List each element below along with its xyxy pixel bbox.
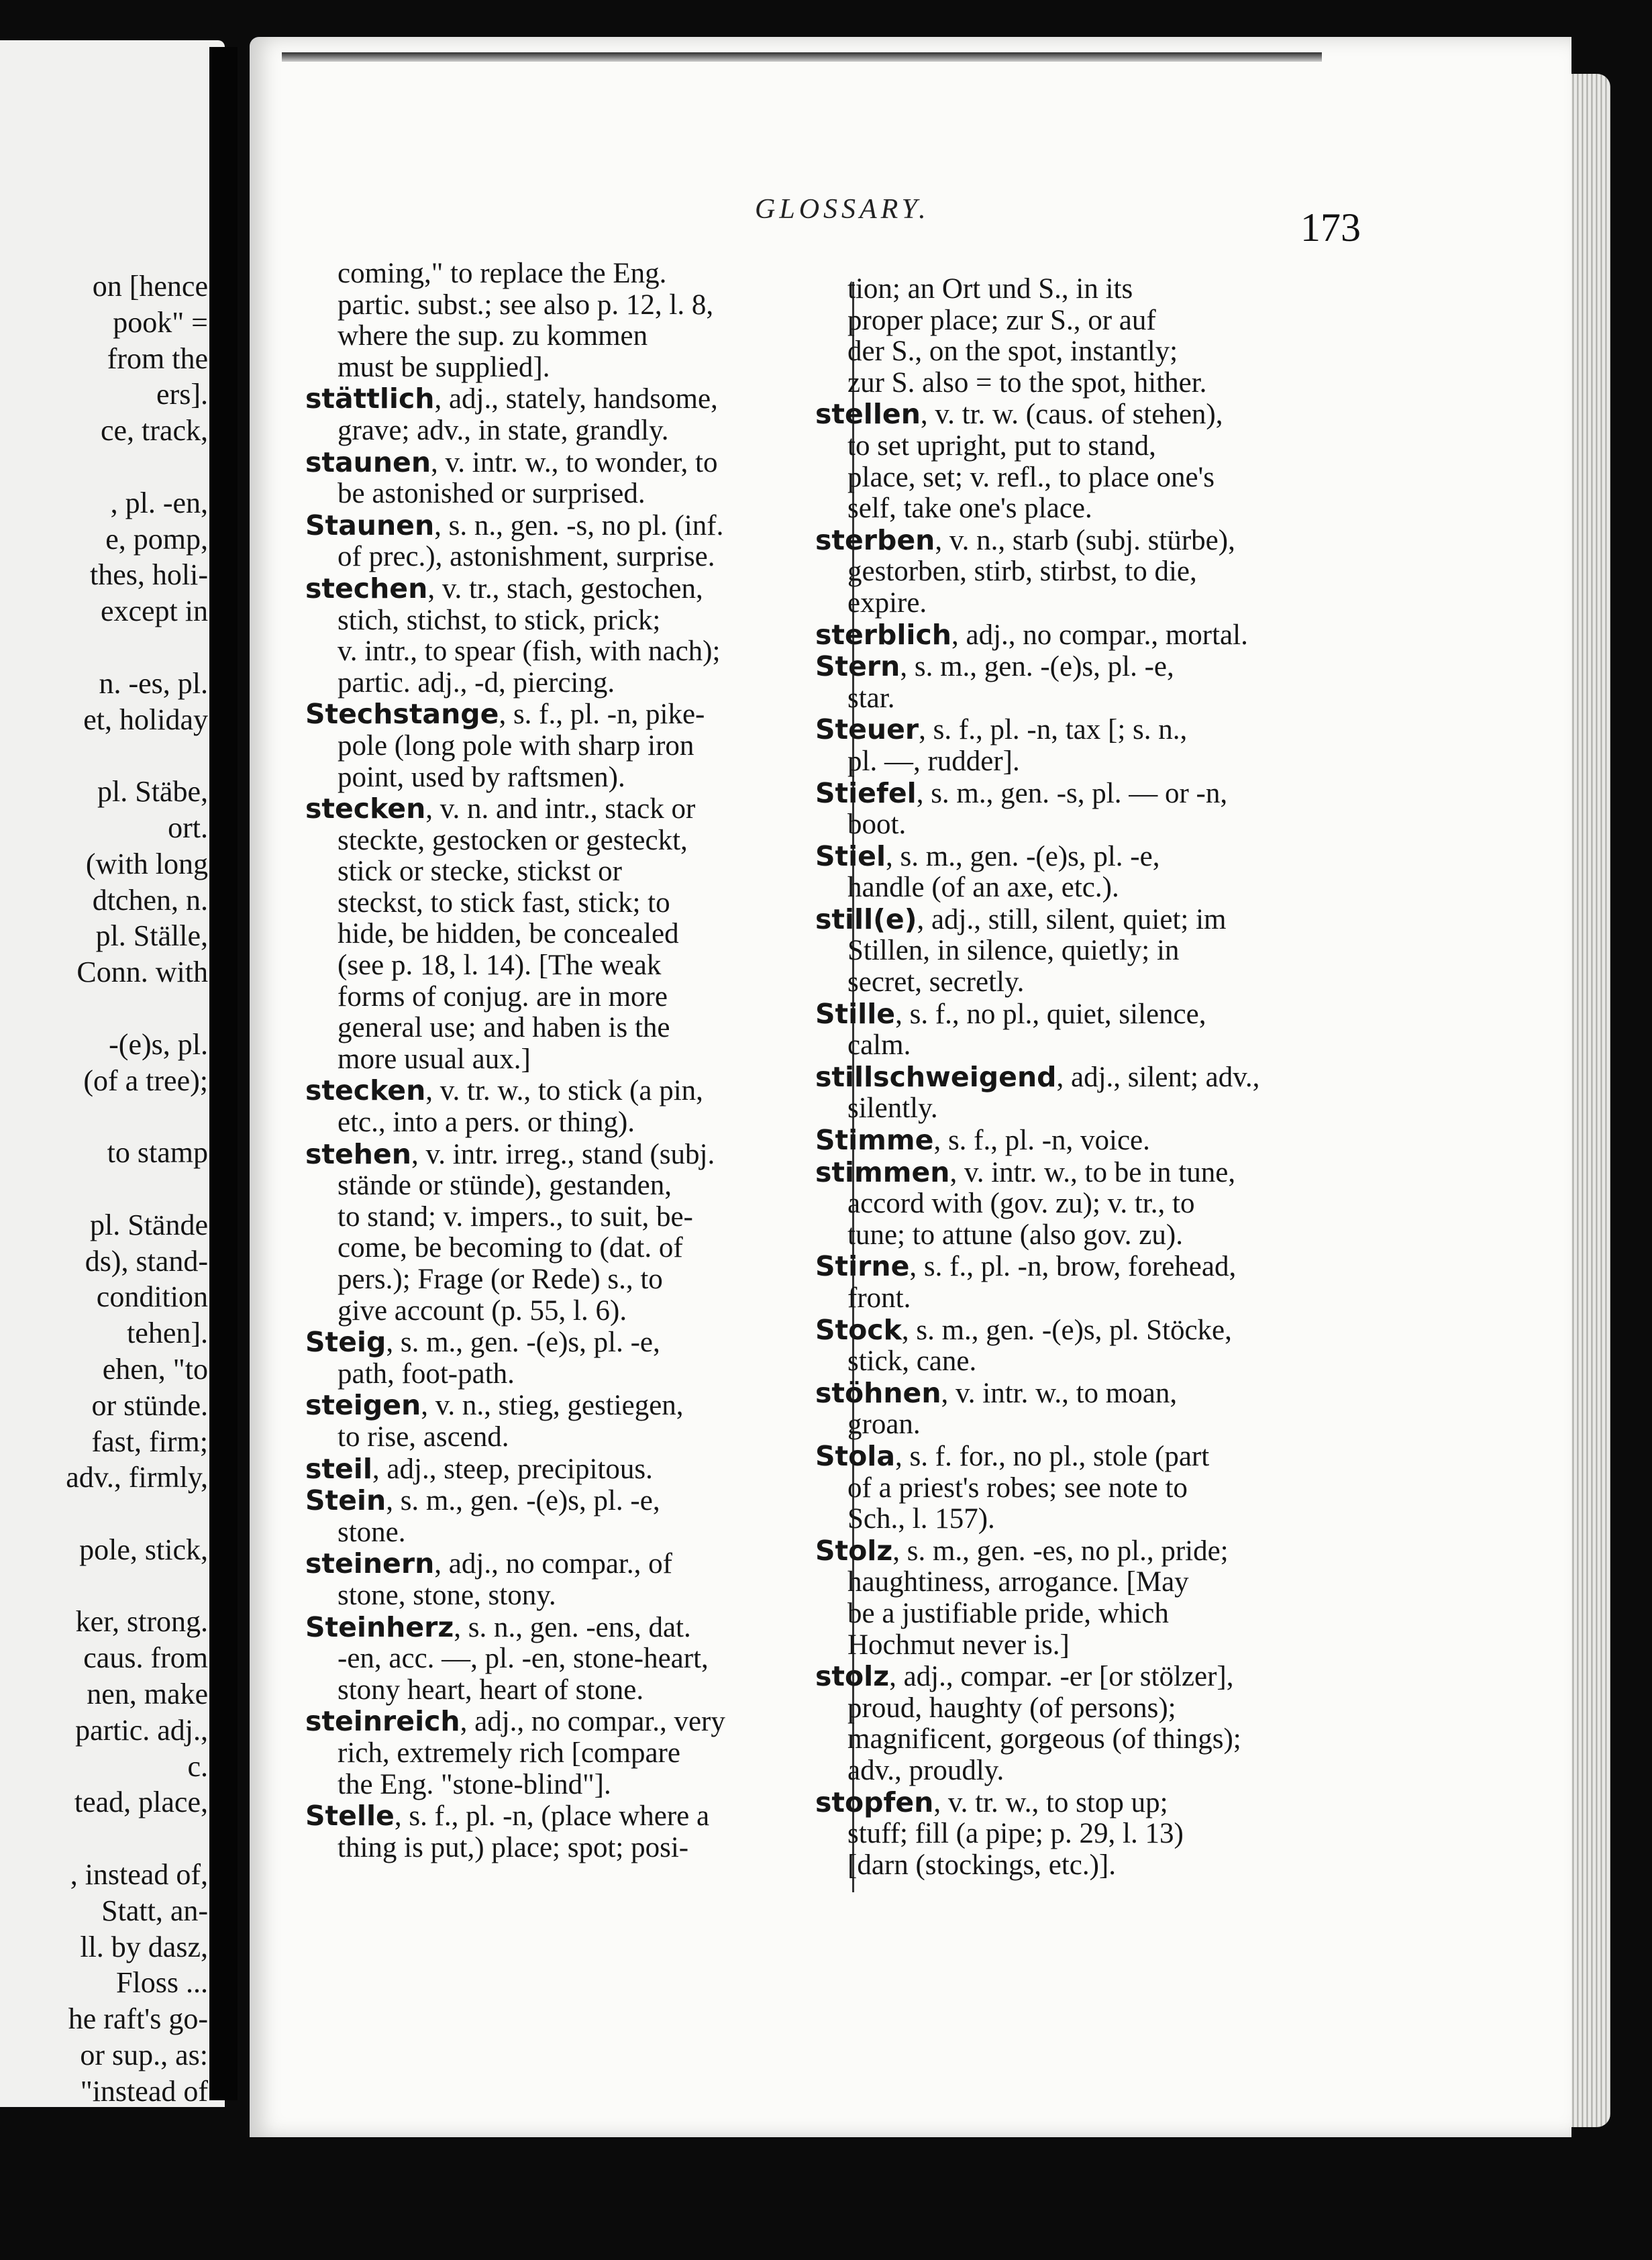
fragment-line: e, pomp, xyxy=(105,522,208,556)
entry-line: of prec.), astonishment, surprise. xyxy=(338,541,715,573)
entry-line: partic. adj., -d, piercing. xyxy=(338,666,615,699)
entry-line: der S., on the spot, instantly; xyxy=(847,336,1178,368)
headword: stehen xyxy=(305,1137,411,1170)
fragment-line: et, holiday xyxy=(83,703,208,736)
fragment-line xyxy=(0,449,208,485)
glossary-entry xyxy=(815,998,1365,1062)
entry-line: must be supplied]. xyxy=(338,351,550,383)
entry-line xyxy=(305,1390,842,1422)
fragment-line: pole, stick, xyxy=(79,1533,208,1566)
headword: steinern xyxy=(305,1547,435,1580)
definition-text: , adj., no compar., mortal. xyxy=(951,619,1248,651)
entry-line xyxy=(305,699,842,731)
headword: stillschweigend xyxy=(815,1060,1057,1093)
definition-text: , v. n., stieg, gestiegen, xyxy=(421,1390,684,1422)
fragment-line xyxy=(0,1496,208,1532)
entry-line: to set upright, put to stand, xyxy=(847,429,1156,462)
definition-text: , s. m., gen. -(e)s, pl. -e, xyxy=(886,840,1160,872)
glossary-entry xyxy=(815,1787,1365,1882)
entry-line: place, set; v. refl., to place one's xyxy=(847,461,1215,493)
fragment-line: n. -es, pl. xyxy=(99,666,208,700)
entry-line: stuff; fill (a pipe; p. 29, l. 13) xyxy=(847,1818,1184,1850)
entry-line: come, be becoming to (dat. of xyxy=(338,1232,683,1264)
definition-text: , v. tr. w., to stop up; xyxy=(933,1786,1168,1818)
entry-line: front. xyxy=(847,1282,911,1314)
entry-line: etc., into a pers. or thing). xyxy=(338,1107,635,1139)
headword: sterben xyxy=(815,523,935,556)
glossary-entry xyxy=(815,1157,1365,1251)
fragment-line xyxy=(0,990,208,1027)
entry-line xyxy=(815,619,1365,652)
entry-line xyxy=(305,1485,842,1517)
headword: Stern xyxy=(815,650,900,683)
headword: stellen xyxy=(815,398,921,431)
glossary-entry xyxy=(815,904,1365,998)
definition-text: , s. f., pl. -n, voice. xyxy=(933,1125,1150,1157)
fragment-line: -(e)s, pl. xyxy=(109,1027,208,1061)
fragment-line: ll. by dasz, xyxy=(80,1930,208,1963)
entry-line xyxy=(815,1441,1365,1473)
headword: Stein xyxy=(305,1484,386,1517)
fragment-line: pl. Stäbe, xyxy=(97,775,208,809)
fragment-line: Conn. with xyxy=(76,956,208,989)
entry-line: to rise, ascend. xyxy=(338,1421,509,1453)
book-gutter xyxy=(209,47,238,2100)
definition-text: , s. n., gen. -s, no pl. (inf. xyxy=(434,509,724,542)
headword: still(e) xyxy=(815,903,917,935)
previous-page-text xyxy=(0,268,208,2107)
glossary-entry xyxy=(305,1485,842,1548)
definition-text: , adj., silent; adv., xyxy=(1056,1061,1260,1093)
fragment-line: c. xyxy=(187,1749,208,1783)
headword: steil xyxy=(305,1452,372,1485)
glossary-entry xyxy=(305,1706,842,1800)
entry-line xyxy=(815,998,1365,1031)
entry-line: pole (long pole with sharp iron xyxy=(338,729,694,762)
fragment-line xyxy=(0,1098,208,1135)
glossary-entry xyxy=(815,1661,1365,1786)
entry-line: stich, stichst, to stick, prick; xyxy=(338,604,661,636)
entry-line: the Eng. "stone-blind"]. xyxy=(338,1768,611,1800)
definition-text: , s. f. for., no pl., stole (part xyxy=(895,1440,1210,1472)
glossary-column-right xyxy=(815,274,1365,1881)
entry-line: proud, haughty (of persons); xyxy=(847,1692,1176,1724)
entry-line: boot. xyxy=(847,809,907,841)
entry-line: -en, acc. —, pl. -en, stone-heart, xyxy=(338,1643,709,1675)
entry-line xyxy=(305,793,842,825)
entry-line: steckst, to stick fast, stick; to xyxy=(338,886,670,919)
glossary-entry xyxy=(305,1327,842,1390)
fragment-line: "instead of xyxy=(80,2074,208,2107)
entry-line: rich, extremely rich [compare xyxy=(338,1737,680,1769)
fragment-line xyxy=(0,1171,208,1207)
headword: stimmen xyxy=(815,1155,950,1188)
glossary-entry xyxy=(305,793,842,1075)
entry-line xyxy=(305,1706,842,1738)
entry-line: tune; to attune (also gov. zu). xyxy=(847,1219,1183,1251)
glossary-entry xyxy=(305,447,842,510)
entry-line xyxy=(305,510,842,542)
definition-text: , adj., still, silent, quiet; im xyxy=(917,903,1227,935)
fragment-line: , instead of, xyxy=(70,1858,208,1892)
glossary-entry xyxy=(305,1390,842,1453)
entry-line: stony heart, heart of stone. xyxy=(338,1674,644,1706)
headword: Staunen xyxy=(305,509,435,542)
entry-line: proper place; zur S., or auf xyxy=(847,304,1156,336)
definition-text: , s. m., gen. -es, no pl., pride; xyxy=(892,1535,1229,1567)
headword: Stock xyxy=(815,1313,902,1346)
entry-line: to stand; v. impers., to suit, be- xyxy=(338,1200,693,1233)
glossary-entry xyxy=(815,1125,1365,1157)
fragment-line: to stamp xyxy=(107,1136,208,1170)
glossary-entry xyxy=(305,573,842,699)
entry-line: pers.); Frage (or Rede) s., to xyxy=(338,1264,663,1295)
definition-text: , s. f., no pl., quiet, silence, xyxy=(895,998,1206,1030)
definition-text: , s. m., gen. -(e)s, pl. -e, xyxy=(386,1327,660,1359)
entry-line: [darn (stockings, etc.)]. xyxy=(847,1849,1116,1881)
fragment-line xyxy=(0,1568,208,1604)
glossary-entry xyxy=(815,619,1365,652)
entry-line: (see p. 18, l. 14). [The weak xyxy=(338,949,662,982)
headword: Stirne xyxy=(815,1250,910,1283)
entry-line: accord with (gov. zu); v. tr., to xyxy=(847,1188,1195,1220)
headword: Steig xyxy=(305,1326,386,1359)
entry-line xyxy=(815,1125,1365,1157)
definition-text: , s. n., gen. -ens, dat. xyxy=(454,1611,691,1643)
fragment-line: ce, track, xyxy=(101,414,208,448)
headword: steigen xyxy=(305,1389,421,1422)
entry-line: adv., proudly. xyxy=(847,1754,1004,1786)
fragment-line: ehen, "to xyxy=(102,1352,208,1386)
headword: Steinherz xyxy=(305,1610,454,1643)
headword: stecken xyxy=(305,792,426,825)
previous-page-fragment xyxy=(0,40,225,2107)
definition-text: , adj., no compar., of xyxy=(434,1548,672,1580)
definition-text: , s. f., pl. -n, (place where a xyxy=(394,1800,710,1833)
fragment-line: caus. from xyxy=(83,1641,208,1675)
entry-line: be a justifiable pride, which xyxy=(847,1597,1169,1629)
fragment-line: ds), stand- xyxy=(85,1244,208,1278)
entry-line: stick or stecke, stickst or xyxy=(338,856,622,888)
fragment-line: from the xyxy=(107,342,208,375)
glossary-entry xyxy=(305,1139,842,1327)
entry-line xyxy=(815,714,1365,746)
headword: sterblich xyxy=(815,618,951,651)
entry-line: pl. —, rudder]. xyxy=(847,745,1020,777)
entry-line: star. xyxy=(847,682,895,714)
headword: Stola xyxy=(815,1439,896,1472)
page-top-shadow xyxy=(282,52,1322,62)
glossary-entry xyxy=(815,399,1365,524)
glossary-entry xyxy=(815,651,1365,714)
entry-line xyxy=(815,1251,1365,1283)
entry-line: secret, secretly. xyxy=(847,966,1025,998)
fragment-line: pl. Stände xyxy=(90,1208,208,1241)
glossary-entry xyxy=(815,714,1365,777)
definition-text: , v. n. and intr., stack or xyxy=(425,793,696,825)
definition-text: , s. f., pl. -n, tax [; s. n., xyxy=(919,714,1188,746)
entry-line xyxy=(815,1661,1365,1693)
entry-line xyxy=(815,1315,1365,1347)
fragment-line: Floss ... xyxy=(116,1966,208,2000)
entry-line: coming," to replace the Eng. xyxy=(338,258,667,289)
entry-line: v. intr., to spear (fish, with nach); xyxy=(338,635,721,668)
headword: Stimme xyxy=(815,1124,934,1157)
fragment-line: except in xyxy=(100,595,208,628)
entry-line xyxy=(305,1075,842,1107)
entry-line: handle (of an axe, etc.). xyxy=(847,872,1119,904)
glossary-entry xyxy=(305,1612,842,1706)
fragment-line xyxy=(0,1820,208,1857)
entry-line: self, take one's place. xyxy=(847,493,1092,525)
fragment-line: Statt, an- xyxy=(101,1894,208,1927)
fragment-line: or sup., as: xyxy=(80,2039,208,2072)
entry-line: where the sup. zu kommen xyxy=(338,320,648,352)
entry-line: expire. xyxy=(847,586,927,619)
headword: stöhnen xyxy=(815,1376,941,1409)
fragment-line: (of a tree); xyxy=(83,1064,208,1097)
glossary-entry xyxy=(305,1800,842,1863)
fragment-line: ker, strong. xyxy=(75,1605,208,1639)
headword: steinreich xyxy=(305,1705,460,1738)
glossary-entry xyxy=(815,778,1365,841)
entry-line xyxy=(815,904,1365,936)
definition-text: , s. f., pl. -n, brow, forehead, xyxy=(909,1251,1237,1283)
entry-line xyxy=(305,383,842,415)
fragment-line xyxy=(0,629,208,666)
headword: Steuer xyxy=(815,713,919,746)
definition-text: , v. intr. w., to be in tune, xyxy=(949,1156,1236,1188)
headword: Stille xyxy=(815,997,896,1030)
glossary-entry xyxy=(815,1535,1365,1661)
glossary-entry xyxy=(305,1075,842,1138)
glossary-entry xyxy=(815,1315,1365,1378)
entry-line xyxy=(815,841,1365,873)
fragment-line: pook" = xyxy=(113,305,208,339)
entry-line: silently. xyxy=(847,1092,938,1125)
entry-line: grave; adv., in state, grandly. xyxy=(338,414,669,446)
entry-line: Sch., l. 157). xyxy=(847,1503,995,1535)
headword: Stolz xyxy=(815,1534,893,1567)
headword: stecken xyxy=(305,1074,426,1107)
entry-line: gestorben, stirb, stirbst, to die, xyxy=(847,556,1197,588)
entry-line: give account (p. 55, l. 6). xyxy=(338,1294,627,1327)
glossary-entry xyxy=(305,699,842,793)
fragment-line: tead, place, xyxy=(74,1786,208,1819)
entry-line: path, foot-path. xyxy=(338,1357,515,1390)
headword: stopfen xyxy=(815,1786,934,1818)
glossary-entry xyxy=(815,525,1365,619)
entry-line: Stillen, in silence, quietly; in xyxy=(847,935,1180,967)
glossary-entry xyxy=(815,1251,1365,1314)
definition-text: , v. intr. irreg., stand (subj. xyxy=(411,1138,715,1170)
headword: Stechstange xyxy=(305,698,499,731)
entry-line: calm. xyxy=(847,1029,911,1062)
entry-line: of a priest's robes; see note to xyxy=(847,1472,1188,1504)
fragment-line: tehen]. xyxy=(127,1317,208,1350)
definition-text: , s. m., gen. -s, pl. — or -n, xyxy=(916,777,1228,809)
headword: staunen xyxy=(305,446,431,478)
entry-line: more usual aux.] xyxy=(338,1043,531,1075)
entry-line xyxy=(305,1327,842,1359)
entry-line xyxy=(815,1535,1365,1568)
entry-line: stone. xyxy=(338,1516,406,1548)
entry-line: thing is put,) place; spot; posi- xyxy=(338,1831,689,1863)
entry-line xyxy=(815,1787,1365,1819)
fragment-line: adv., firmly, xyxy=(66,1461,208,1494)
glossary-entry xyxy=(815,841,1365,904)
definition-text: , adj., compar. -er [or stölzer], xyxy=(889,1661,1234,1693)
entry-line: hide, be hidden, be concealed xyxy=(338,918,679,950)
entry-line: stände or stünde), gestanden, xyxy=(338,1170,672,1202)
entry-line xyxy=(305,573,842,605)
running-head: GLOSSARY. xyxy=(755,194,930,225)
entry-line xyxy=(305,1548,842,1580)
glossary-entry xyxy=(305,258,842,383)
fragment-line: partic. adj., xyxy=(75,1713,208,1747)
headword: stechen xyxy=(305,572,428,605)
headword: Stiel xyxy=(815,839,886,872)
glossary-entry xyxy=(305,383,842,446)
fragment-line: or stünde. xyxy=(91,1388,208,1422)
fragment-line: , pl. -en, xyxy=(110,486,208,519)
entry-line xyxy=(815,778,1365,810)
entry-line xyxy=(815,399,1365,431)
glossary-entry xyxy=(305,1548,842,1611)
definition-text: , v. intr. w., to wonder, to xyxy=(431,446,718,478)
entry-line: point, used by raftsmen). xyxy=(338,761,625,793)
fragment-line: he raft's go- xyxy=(68,2002,208,2036)
entry-line: haughtiness, arrogance. [May xyxy=(847,1566,1189,1598)
definition-text: , adj., stately, handsome, xyxy=(434,383,718,415)
glossary-entry xyxy=(815,1378,1365,1441)
entry-line: be astonished or surprised. xyxy=(338,478,646,510)
entry-line: Hochmut never is.] xyxy=(847,1629,1070,1661)
entry-line: partic. subst.; see also p. 12, l. 8, xyxy=(338,289,714,321)
entry-line: stick, cane. xyxy=(847,1345,977,1378)
entry-line: groan. xyxy=(847,1408,921,1441)
glossary-entry xyxy=(815,274,1365,399)
fragment-line: (with long xyxy=(85,847,208,880)
entry-line xyxy=(815,1157,1365,1189)
fragment-line: pl. Ställe, xyxy=(95,919,208,953)
entry-line xyxy=(305,1800,842,1833)
entry-line: magnificent, gorgeous (of things); xyxy=(847,1723,1241,1755)
entry-line: zur S. also = to the spot, hither. xyxy=(847,366,1207,399)
headword: Stiefel xyxy=(815,776,917,809)
entry-line xyxy=(815,1378,1365,1410)
fragment-line: thes, holi- xyxy=(90,558,208,592)
entry-line: tion; an Ort und S., in its xyxy=(847,273,1133,305)
entry-line xyxy=(305,1612,842,1644)
entry-line: steckte, gestocken or gesteckt, xyxy=(338,824,688,856)
headword: stolz xyxy=(815,1660,890,1693)
entry-line xyxy=(815,525,1365,557)
headword: Stelle xyxy=(305,1800,395,1833)
glossary-entry xyxy=(815,1441,1365,1535)
page-number: 173 xyxy=(1300,205,1361,250)
entry-line xyxy=(815,1062,1365,1094)
definition-text: , v. tr., stach, gestochen, xyxy=(427,572,703,605)
glossary-entry xyxy=(815,1062,1365,1125)
definition-text: , v. n., starb (subj. stürbe), xyxy=(935,524,1235,556)
fragment-line: fast, firm; xyxy=(91,1425,208,1458)
fragment-line: on [hence xyxy=(92,270,208,303)
glossary-entry xyxy=(305,1453,842,1486)
definition-text: , adj., no compar., very xyxy=(460,1706,725,1738)
definition-text: , s. m., gen. -(e)s, pl. -e, xyxy=(386,1485,660,1517)
entry-line: general use; and haben is the xyxy=(338,1012,670,1044)
definition-text: , s. f., pl. -n, pike- xyxy=(499,699,705,731)
entry-line: stone, stone, stony. xyxy=(338,1579,556,1611)
fragment-line: dtchen, n. xyxy=(92,883,208,917)
entry-line xyxy=(305,1139,842,1171)
fragment-line xyxy=(0,737,208,774)
definition-text: , v. tr. w., to stick (a pin, xyxy=(425,1075,703,1107)
headword: stättlich xyxy=(305,382,435,415)
definition-text: , adj., steep, precipitous. xyxy=(372,1453,653,1485)
entry-line xyxy=(305,1453,842,1486)
definition-text: , s. m., gen. -(e)s, pl. -e, xyxy=(900,651,1174,683)
fragment-line: ers]. xyxy=(156,378,208,411)
fragment-line: condition xyxy=(96,1280,208,1314)
entry-line: forms of conjug. are in more xyxy=(338,980,668,1013)
definition-text: , v. intr. w., to moan, xyxy=(941,1377,1178,1409)
glossary-column-left xyxy=(305,258,842,1863)
glossary-entry xyxy=(305,510,842,573)
entry-line xyxy=(815,651,1365,683)
fragment-line: nen, make xyxy=(87,1678,208,1711)
definition-text: , s. m., gen. -(e)s, pl. Stöcke, xyxy=(901,1314,1232,1346)
entry-line xyxy=(305,447,842,479)
fragment-line: ort. xyxy=(168,811,208,844)
definition-text: , v. tr. w. (caus. of stehen), xyxy=(920,399,1223,431)
